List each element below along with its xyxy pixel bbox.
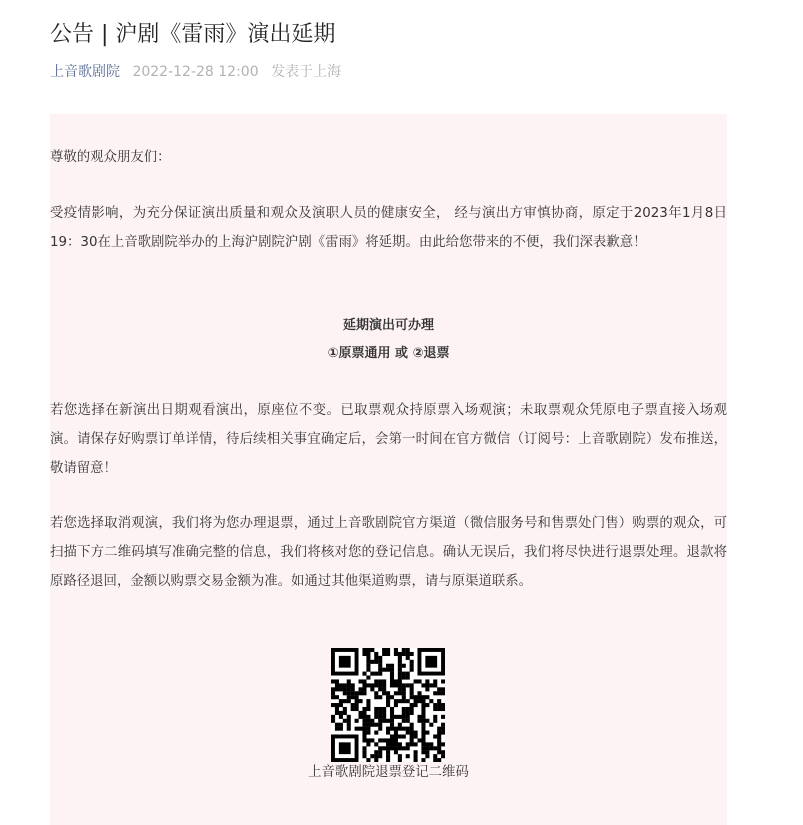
- article-title: 公告 | 沪剧《雷雨》演出延期: [50, 22, 336, 47]
- article-content: [50, 114, 727, 825]
- greeting-paragraph: 尊敬的观众朋友们：: [50, 150, 171, 165]
- intro-paragraph: 受疫情影响，为充分保证演出质量和观众及演职人员的健康安全， 经与演出方审慎协商，原定于2023年1月8日19：30在上音歌剧院举办的上海沪剧院沪剧《雷雨》将延期。由此给您带来的不便，我们深表歉意！: [50, 206, 727, 250]
- keep-ticket-paragraph: 若您选择在新演出日期观看演出，原座位不变。已取票观众持原票入场观演；未取票观众凭原电子票直接入场观演。请保存好购票订单详情，待后续相关事宜确定后，会第一时间在官方微信（订阅号：上音歌剧院）发布推送，敬请留意！: [50, 403, 727, 476]
- qr-caption: 上音歌剧院退票登记二维码: [308, 765, 469, 780]
- options-line: ①原票通用 或 ②退票: [327, 346, 450, 361]
- publish-date: 2022-12-28 12:00: [132, 64, 259, 80]
- qr-code-image: [331, 648, 445, 762]
- refund-paragraph: 若您选择取消观演，我们将为您办理退票，通过上音歌剧院官方渠道（微信服务号和售票处门售）购票的观众，可扫描下方二维码填写准确完整的信息，我们将核对您的登记信息。确认无误后，我们将尽快进行退票处理。退款将原路径退回，金额以购票交易金额为准。如通过其他渠道购票，请与原渠道联系。: [50, 516, 727, 589]
- options-heading: 延期演出可办理: [342, 318, 434, 333]
- article-meta: [50, 62, 341, 82]
- publish-location: 发表于上海: [271, 64, 342, 80]
- qr-code-icon[interactable]: [331, 648, 445, 762]
- account-name-link[interactable]: 上音歌剧院: [50, 64, 120, 80]
